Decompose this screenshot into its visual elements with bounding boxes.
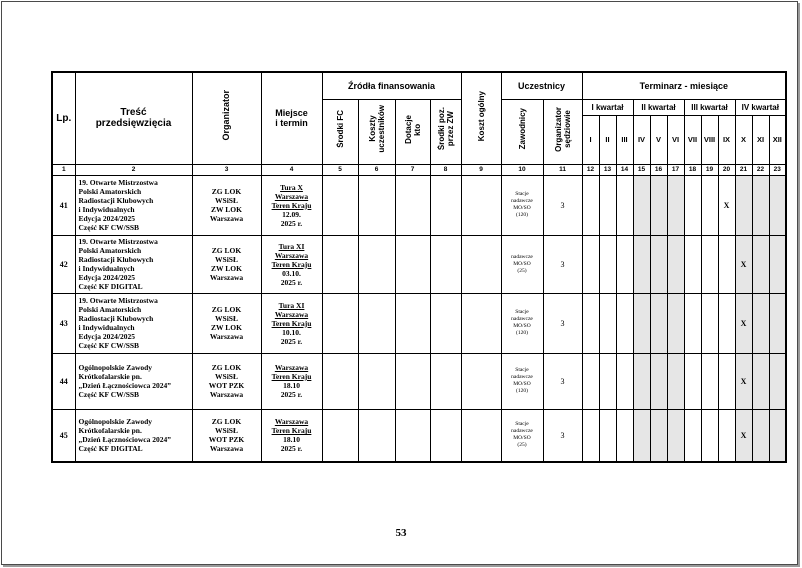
header-month: II: [599, 115, 616, 164]
row-sedziowie: 3: [543, 235, 582, 293]
column-number: 17: [667, 164, 684, 175]
row-empty-cell: [430, 293, 461, 353]
column-number: 7: [395, 164, 430, 175]
row-month-cell: [633, 235, 650, 293]
column-number: 4: [261, 164, 322, 175]
column-number: 20: [718, 164, 735, 175]
row-month-cell: [599, 293, 616, 353]
header-koszt: Koszt ogólny: [461, 72, 501, 164]
row-month-cell: [633, 175, 650, 235]
row-month-cell: [599, 409, 616, 462]
row-month-cell: [667, 235, 684, 293]
row-month-cell: [582, 293, 599, 353]
row-miejsce-place: Tura X Warszawa Teren Kraju: [271, 182, 312, 210]
row-empty-cell: [461, 175, 501, 235]
row-month-mark: X: [735, 353, 752, 409]
header-tresc: Treść przedsięwzięcia: [75, 72, 192, 164]
column-number: 23: [769, 164, 786, 175]
row-empty-cell: [358, 353, 395, 409]
row-empty-cell: [461, 235, 501, 293]
row-empty-cell: [395, 409, 430, 462]
header-koszty: Koszty uczestników: [358, 99, 395, 164]
row-month-cell: [650, 409, 667, 462]
header-terminarz: Terminarz - miesiące: [582, 72, 786, 99]
row-month-cell: [667, 293, 684, 353]
header-uczestnicy: Uczestnicy: [501, 72, 582, 99]
header-zawodnicy: Zawodnicy: [501, 99, 543, 164]
header-month: III: [616, 115, 633, 164]
row-zawodnicy: Stacje nadawcze MO/SO (25): [501, 409, 543, 462]
row-miejsce: [261, 409, 322, 462]
row-month-cell: [752, 293, 769, 353]
row-month-cell: [684, 293, 701, 353]
header-srodki-poz: Środki poz. przez ZW: [430, 99, 461, 164]
row-month-cell: [752, 235, 769, 293]
header-dotacje: Dotacje kto: [395, 99, 430, 164]
column-number: 2: [75, 164, 192, 175]
row-month-cell: [667, 409, 684, 462]
row-month-cell: [752, 175, 769, 235]
row-month-cell: [701, 235, 718, 293]
row-miejsce-date: 12.09. 2025 r.: [280, 209, 303, 228]
page-number: 53: [395, 527, 407, 539]
row-month-cell: [701, 409, 718, 462]
schedule-table: [51, 71, 787, 463]
header-month: IX: [718, 115, 735, 164]
column-number: 11: [543, 164, 582, 175]
row-month-cell: [582, 235, 599, 293]
row-month-cell: [599, 175, 616, 235]
row-organizator: ZG LOK WSiSŁ ZW LOK Warszawa: [192, 235, 261, 293]
row-month-cell: [616, 353, 633, 409]
table-row: [52, 353, 786, 409]
header-month: V: [650, 115, 667, 164]
row-sedziowie: 3: [543, 175, 582, 235]
row-month-cell: [667, 353, 684, 409]
row-empty-cell: [322, 353, 358, 409]
row-zawodnicy: Stacje nadawcze MO/SO (120): [501, 353, 543, 409]
row-month-cell: [684, 235, 701, 293]
row-empty-cell: [322, 175, 358, 235]
row-month-cell: [616, 235, 633, 293]
row-miejsce-date: 03.10. 2025 r.: [280, 268, 303, 287]
row-empty-cell: [322, 293, 358, 353]
header-month: VI: [667, 115, 684, 164]
header-quarter-2: II kwartał: [633, 99, 684, 115]
row-organizator: ZG LOK WSiSŁ ZW LOK Warszawa: [192, 293, 261, 353]
column-number: 18: [684, 164, 701, 175]
row-empty-cell: [461, 293, 501, 353]
row-sedziowie: 3: [543, 409, 582, 462]
row-month-cell: [684, 409, 701, 462]
row-tresc: 19. Otwarte Mistrzostwa Polski Amatorskich Radiostacji Klubowych i Indywidualnych Edycja 2024/2025 Część KF DIGITAL: [75, 235, 192, 293]
row-month-cell: [769, 409, 786, 462]
header-quarter-4: IV kwartał: [735, 99, 786, 115]
header-lp: Lp.: [52, 72, 75, 164]
header-zrodla: Źródła finansowania: [322, 72, 461, 99]
row-lp: 43: [52, 293, 75, 353]
column-number: 13: [599, 164, 616, 175]
row-zawodnicy: Stacje nadawcze MO/SO (120): [501, 293, 543, 353]
row-miejsce-place: Warszawa Teren Kraju: [271, 363, 312, 381]
row-lp: 45: [52, 409, 75, 462]
row-month-cell: [718, 293, 735, 353]
header-month: IV: [633, 115, 650, 164]
row-sedziowie: 3: [543, 353, 582, 409]
row-miejsce: [261, 235, 322, 293]
row-empty-cell: [430, 353, 461, 409]
row-month-cell: [650, 353, 667, 409]
row-tresc: 19. Otwarte Mistrzostwa Polski Amatorskich Radiostacji Klubowych i Indywidualnych Edycja 2024/2025 Część KF CW/SSB: [75, 175, 192, 235]
row-month-cell: [701, 293, 718, 353]
row-month-cell: [769, 175, 786, 235]
row-month-cell: [599, 235, 616, 293]
row-month-mark: X: [735, 409, 752, 462]
row-miejsce-place: Warszawa Teren Kraju: [271, 417, 312, 436]
column-number: 19: [701, 164, 718, 175]
row-month-mark: X: [735, 235, 752, 293]
row-month-cell: [650, 293, 667, 353]
row-month-cell: [769, 353, 786, 409]
header-month: XII: [769, 115, 786, 164]
column-number: 1: [52, 164, 75, 175]
header-miejsce: Miejsce i termin: [261, 72, 322, 164]
row-empty-cell: [322, 235, 358, 293]
table-row: [52, 409, 786, 462]
row-month-cell: [752, 409, 769, 462]
row-empty-cell: [358, 235, 395, 293]
row-miejsce: [261, 293, 322, 353]
row-miejsce-date: 18.10 2025 r.: [280, 381, 303, 399]
row-empty-cell: [358, 409, 395, 462]
row-empty-cell: [395, 235, 430, 293]
row-tresc: Ogólnopolskie Zawody Krótkofalarskie pn. „Dzień Łącznościowca 2024” Część KF CW/SSB: [75, 353, 192, 409]
row-month-cell: [633, 409, 650, 462]
column-number: 6: [358, 164, 395, 175]
row-month-cell: [616, 293, 633, 353]
row-month-cell: [701, 353, 718, 409]
row-month-cell: [684, 353, 701, 409]
header-month: XI: [752, 115, 769, 164]
column-number: 14: [616, 164, 633, 175]
row-month-cell: [718, 409, 735, 462]
row-zawodnicy: nadawcze MO/SO (25): [501, 235, 543, 293]
row-month-cell: [599, 353, 616, 409]
row-empty-cell: [322, 409, 358, 462]
row-month-cell: [650, 175, 667, 235]
row-empty-cell: [395, 293, 430, 353]
row-empty-cell: [430, 409, 461, 462]
row-miejsce: [261, 175, 322, 235]
row-empty-cell: [358, 175, 395, 235]
row-month-cell: [582, 175, 599, 235]
row-month-cell: [718, 353, 735, 409]
row-month-cell: [718, 235, 735, 293]
row-month-cell: [650, 235, 667, 293]
column-number: 15: [633, 164, 650, 175]
row-organizator: ZG LOK WSiSŁ WOT PZK Warszawa: [192, 409, 261, 462]
row-month-cell: [769, 293, 786, 353]
header-srodki-fc: Środki FC: [322, 99, 358, 164]
header-quarter-1: I kwartał: [582, 99, 633, 115]
row-zawodnicy: Stacje nadawcze MO/SO (120): [501, 175, 543, 235]
column-number: 10: [501, 164, 543, 175]
column-number: 8: [430, 164, 461, 175]
row-miejsce-date: 10.10. 2025 r.: [280, 327, 303, 346]
row-miejsce: [261, 353, 322, 409]
header-month: X: [735, 115, 752, 164]
header-organizator: Organizator: [192, 72, 261, 164]
row-tresc: Ogólnopolskie Zawody Krótkofalarskie pn. „Dzień Łącznościowca 2024” Część KF DIGITAL: [75, 409, 192, 462]
row-lp: 41: [52, 175, 75, 235]
row-miejsce-date: 18.10 2025 r.: [280, 435, 303, 454]
row-empty-cell: [395, 175, 430, 235]
table-row: [52, 293, 786, 353]
row-organizator: ZG LOK WSiSŁ ZW LOK Warszawa: [192, 175, 261, 235]
row-tresc: 19. Otwarte Mistrzostwa Polski Amatorskich Radiostacji Klubowych i Indywidualnych Edycja 2024/2025 Część KF CW/SSB: [75, 293, 192, 353]
row-month-mark: X: [735, 293, 752, 353]
row-month-cell: [582, 353, 599, 409]
column-number: 12: [582, 164, 599, 175]
row-empty-cell: [461, 353, 501, 409]
column-number: 22: [752, 164, 769, 175]
column-number: 9: [461, 164, 501, 175]
row-lp: 44: [52, 353, 75, 409]
row-month-cell: [616, 175, 633, 235]
row-month-cell: [633, 353, 650, 409]
column-number: 16: [650, 164, 667, 175]
row-empty-cell: [358, 293, 395, 353]
row-empty-cell: [430, 175, 461, 235]
header-org-sedziowie: Organizator sędziowie: [543, 99, 582, 164]
row-miejsce-place: Tura XI Warszawa Teren Kraju: [271, 300, 312, 328]
row-month-mark: X: [718, 175, 735, 235]
row-month-cell: [616, 409, 633, 462]
table-row: [52, 235, 786, 293]
header-quarter-3: III kwartał: [684, 99, 735, 115]
row-empty-cell: [395, 353, 430, 409]
header-month: VII: [684, 115, 701, 164]
row-organizator: ZG LOK WSiSŁ WOT PZK Warszawa: [192, 353, 261, 409]
row-miejsce-place: Tura XI Warszawa Teren Kraju: [271, 241, 312, 269]
row-month-cell: [752, 353, 769, 409]
column-number: 5: [322, 164, 358, 175]
row-month-cell: [667, 175, 684, 235]
row-month-cell: [582, 409, 599, 462]
row-month-cell: [633, 293, 650, 353]
column-number: 3: [192, 164, 261, 175]
row-sedziowie: 3: [543, 293, 582, 353]
column-number: 21: [735, 164, 752, 175]
row-month-cell: [684, 175, 701, 235]
row-month-cell: [769, 235, 786, 293]
row-lp: 42: [52, 235, 75, 293]
row-month-cell: [735, 175, 752, 235]
row-empty-cell: [461, 409, 501, 462]
row-month-cell: [701, 175, 718, 235]
table-row: [52, 175, 786, 235]
header-month: VIII: [701, 115, 718, 164]
row-empty-cell: [430, 235, 461, 293]
header-month: I: [582, 115, 599, 164]
